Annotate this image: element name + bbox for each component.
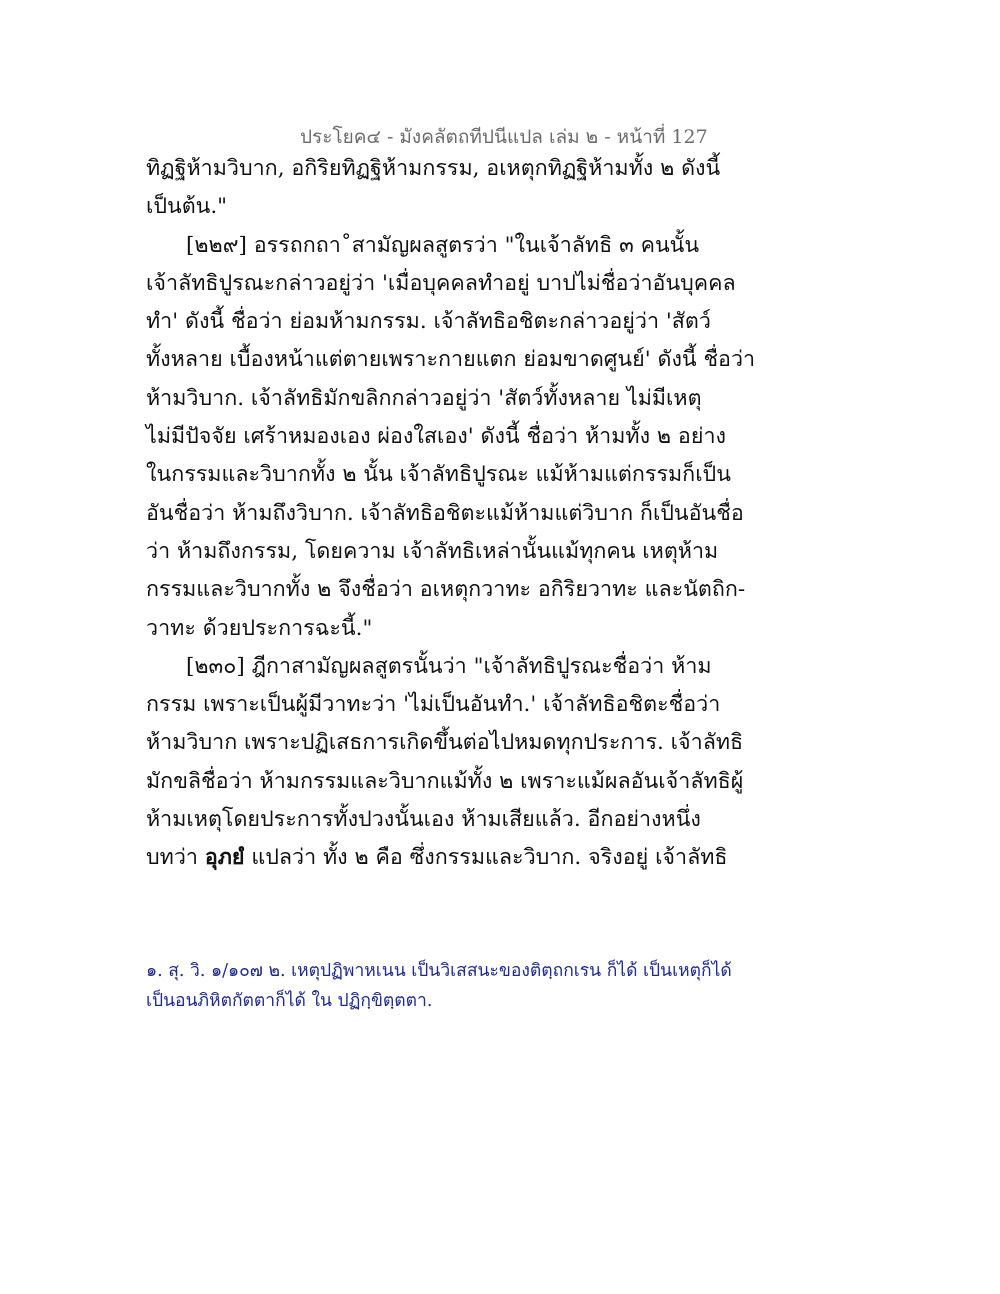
text-line: เป็นต้น." xyxy=(146,194,228,220)
page-header: ประโยค๔ - มังคลัตถทีปนีแปล เล่ม ๒ - หน้าที่ 127 xyxy=(300,126,708,148)
text-line: กรรมและวิบากทั้ง ๒ จึงชื่อว่า อเหตุกวาทะ อกิริยวาทะ และนัตถิก- xyxy=(146,577,746,603)
text-line-paragraph-229: [๒๒๙] อรรถกถา˚สามัญผลสูตรว่า "ในเจ้าลัทธิ ๓ คนนั้น xyxy=(186,232,700,258)
text-fragment: แปลว่า ทั้ง ๒ คือ ซึ่งกรรมและวิบาก. จริงอยู่ เจ้าลัทธิ xyxy=(251,845,728,871)
text-line: กรรม เพราะเป็นผู้มีวาทะว่า 'ไม่เป็นอันทำ.' เจ้าลัทธิอชิตะชื่อว่า xyxy=(146,692,721,718)
text-line: เจ้าลัทธิปูรณะกล่าวอยู่ว่า 'เมื่อบุคคลทำอยู่ บาปไม่ชื่อว่าอันบุคคล xyxy=(146,270,736,296)
text-line: ว่า ห้ามถึงกรรม, โดยความ เจ้าลัทธิเหล่านั้นแม้ทุกคน เหตุห้าม xyxy=(146,538,719,564)
text-line: วาทะ ด้วยประการฉะนี้." xyxy=(146,615,373,641)
text-line: อันชื่อว่า ห้ามถึงวิบาก. เจ้าลัทธิอชิตะแม้ห้ามแต่วิบาก ก็เป็นอันชื่อ xyxy=(146,500,744,526)
text-line: ในกรรมและวิบากทั้ง ๒ นั้น เจ้าลัทธิปูรณะ แม้ห้ามแต่กรรมก็เป็น xyxy=(146,462,731,488)
body-text xyxy=(146,150,756,878)
text-line: ไม่มีปัจจัย เศร้าหมองเอง ผ่องใสเอง' ดังนี้ ชื่อว่า ห้ามทั้ง ๒ อย่าง xyxy=(146,424,727,450)
text-line: มักขลิชื่อว่า ห้ามกรรมและวิบากแม้ทั้ง ๒ เพราะแม้ผลอันเจ้าลัทธิผู้ xyxy=(146,768,744,794)
text-line: ห้ามเหตุโดยประการทั้งปวงนั้นเอง ห้ามเสียแล้ว. อีกอย่างหนึ่ง xyxy=(146,807,701,833)
text-line: ทำ' ดังนี้ ชื่อว่า ย่อมห้ามกรรม. เจ้าลัทธิอชิตะกล่าวอยู่ว่า 'สัตว์ xyxy=(146,309,711,335)
text-line-paragraph-230: [๒๓๐] ฎีกาสามัญผลสูตรนั้นว่า "เจ้าลัทธิปูรณะชื่อว่า ห้าม xyxy=(186,653,712,679)
text-line: ทิฏฐิห้ามวิบาก, อกิริยทิฏฐิห้ามกรรม, อเหตุกทิฏฐิห้ามทั้ง ๒ ดังนี้ xyxy=(146,156,721,181)
text-line-last xyxy=(146,839,728,877)
text-line: ห้ามวิบาก. เจ้าลัทธิมักขลิกกล่าวอยู่ว่า 'สัตว์ทั้งหลาย ไม่มีเหตุ xyxy=(146,385,702,411)
bold-term: อุภยํ xyxy=(204,845,245,871)
text-line: ทั้งหลาย เบื้องหน้าแต่ตายเพราะกายแตก ย่อมขาดศูนย์' ดังนี้ ชื่อว่า xyxy=(146,347,756,373)
footnote-line: เป็นอนภิหิตกัตตาก็ได้ ใน ปฏิกฺขิตฺตตา. xyxy=(146,991,433,1011)
text-fragment: บทว่า xyxy=(146,845,198,871)
footnote-line: ๑. สุ. วิ. ๑/๑๐๗ ๒. เหตุปฏิพาหเนน เป็นวิเสสนะของติตฺถกเรน ก็ได้ เป็นเหตุก็ได้ xyxy=(146,961,732,981)
footnotes xyxy=(146,956,746,1016)
text-line: ห้ามวิบาก เพราะปฏิเสธการเกิดขึ้นต่อไปหมดทุกประการ. เจ้าลัทธิ xyxy=(146,730,744,756)
